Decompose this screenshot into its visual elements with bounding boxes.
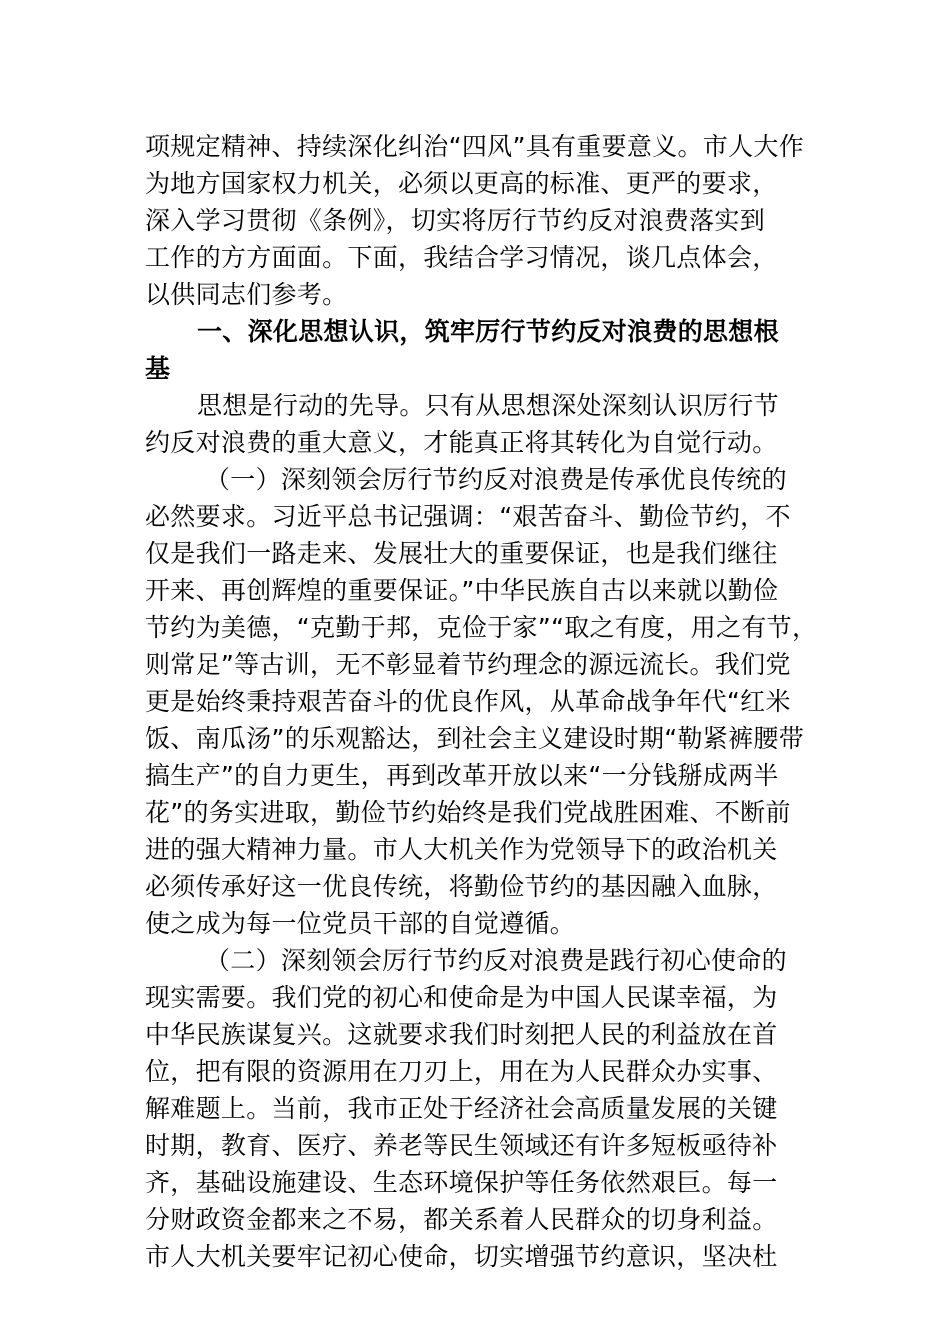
text-line: 花”的务实进取，勤俭节约始终是我们党战胜困难、不断前 bbox=[145, 798, 791, 827]
text-line: 为地方国家权力机关，必须以更高的标准、更严的要求， bbox=[145, 169, 778, 198]
text-line: 则常足”等古训，无不彰显着节约理念的源远流长。我们党 bbox=[145, 650, 791, 679]
text-line: 进的强大精神力量。市人大机关作为党领导下的政治机关 bbox=[145, 835, 778, 864]
text-line: 位，把有限的资源用在刀刃上，用在为人民群众办实事、 bbox=[145, 1057, 778, 1086]
text-line: 工作的方方面面。下面，我结合学习情况，谈几点体会， bbox=[145, 243, 778, 272]
text-line: 必须传承好这一优良传统，将勤俭节约的基因融入血脉， bbox=[145, 872, 778, 901]
text-line: 中华民族谋复兴。这就要求我们时刻把人民的利益放在首 bbox=[145, 1020, 778, 1049]
text-line: 仅是我们一路走来、发展壮大的重要保证，也是我们继往 bbox=[145, 539, 778, 568]
text-line: 现实需要。我们党的初心和使命是为中国人民谋幸福，为 bbox=[145, 983, 778, 1012]
text-line: 搞生产”的自力更生，再到改革开放以来“一分钱掰成两半 bbox=[145, 761, 779, 790]
document-body bbox=[145, 128, 818, 1275]
text-line: 饭、南瓜汤”的乐观豁达，到社会主义建设时期“勒紧裤腰带 bbox=[145, 724, 805, 753]
text-line: 必然要求。习近平总书记强调：“艰苦奋斗、勤俭节约，不 bbox=[145, 502, 791, 531]
text-line: 使之成为每一位党员干部的自觉遵循。 bbox=[145, 909, 576, 938]
text-line: 约反对浪费的重大意义，才能真正将其转化为自觉行动。 bbox=[145, 428, 778, 457]
text-line: 深入学习贯彻《条例》，切实将厉行节约反对浪费落实到 bbox=[145, 206, 766, 235]
text-line: 解难题上。当前，我市正处于经济社会高质量发展的关键 bbox=[145, 1094, 778, 1123]
section-heading-continued: 基 bbox=[145, 354, 171, 383]
text-line: 更是始终秉持艰苦奋斗的优良作风，从革命战争年代“红米 bbox=[145, 687, 791, 716]
subsection-start: （一）深刻领会厉行节约反对浪费是传承优良传统的 bbox=[205, 465, 787, 494]
text-line: 分财政资金都来之不易，都关系着人民群众的切身利益。 bbox=[145, 1205, 778, 1234]
text-line: 开来、再创辉煌的重要保证。”中华民族自古以来就以勤俭 bbox=[145, 576, 779, 605]
text-line: 节约为美德，“克勤于邦，克俭于家”“取之有度，用之有节， bbox=[145, 613, 818, 642]
text-line: 齐，基础设施建设、生态环境保护等任务依然艰巨。每一 bbox=[145, 1168, 778, 1197]
text-line: 时期，教育、医疗、养老等民生领域还有许多短板亟待补 bbox=[145, 1131, 778, 1160]
text-line: 项规定精神、持续深化纠治“四风”具有重要意义。市人大作 bbox=[145, 132, 805, 161]
paragraph-start: 思想是行动的先导。只有从思想深处深刻认识厉行节 bbox=[197, 391, 779, 420]
section-heading: 一、深化思想认识，筑牢厉行节约反对浪费的思想根 bbox=[197, 317, 779, 346]
subsection-start: （二）深刻领会厉行节约反对浪费是践行初心使命的 bbox=[205, 946, 787, 975]
text-line: 市人大机关要牢记初心使命，切实增强节约意识，坚决杜 bbox=[145, 1242, 778, 1271]
text-line: 以供同志们参考。 bbox=[145, 280, 348, 309]
